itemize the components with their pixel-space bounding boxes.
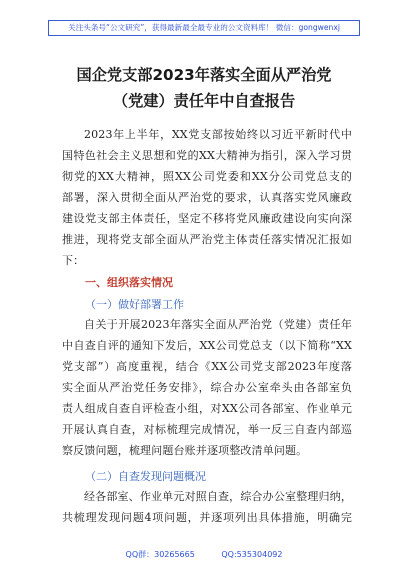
top-banner: 关注头条号“公文研究”，获得最新最全最专业的公文资料库！ 微信：gongwenxj bbox=[48, 20, 360, 36]
section-heading-organization: 一、组织落实情况 bbox=[85, 276, 173, 289]
footer-qq: QQ:535304092 bbox=[221, 550, 283, 559]
doc-title-line1: 国企党支部2023年落实全面从严治党 bbox=[76, 66, 332, 84]
deployment-line: 察反馈问题，梳理问题台账并逐项整改清单问题。 bbox=[62, 444, 308, 457]
deployment-line: 自关于开展2023年落实全面从严治党（党建）责任年 bbox=[84, 318, 352, 331]
intro-line: 下： bbox=[62, 254, 85, 267]
footer-qq-group: QQ群：30265665 bbox=[125, 550, 195, 559]
deployment-line: 党支部”）高度重视，结合《XX公司党支部2023年度落 bbox=[62, 360, 352, 373]
intro-line: 部署，深入贯彻全面从严治党的要求，认真落实党风廉政 bbox=[62, 191, 352, 204]
deployment-line: 开展认真自查，对标梳理完成情况，举一反三自查内部巡 bbox=[62, 423, 352, 436]
deployment-line: 中自查自评的通知下发后，XX公司党总支（以下简称“XX bbox=[62, 339, 352, 352]
subsection-heading-issues: （二）自查发现问题概况 bbox=[85, 470, 206, 483]
doc-title-line2: （党建）责任年中自查报告 bbox=[112, 92, 296, 110]
intro-line: 2023年上半年，XX党支部按始终以习近平新时代中 bbox=[84, 128, 352, 141]
issues-line: 共梳理发现问题4项问题，并逐项列出具体措施，明确完 bbox=[62, 511, 352, 524]
intro-line: 彻党的XX大精神，照XX公司党委和XX分公司党总支的 bbox=[62, 170, 352, 183]
intro-line: 国特色社会主义思想和党的XX大精神为指引，深入学习贯 bbox=[62, 149, 352, 162]
intro-line: 推进，现将党支部全面从严治党主体责任落实情况汇报如 bbox=[62, 233, 352, 246]
footer-contact bbox=[0, 549, 408, 560]
issues-line: 经各部室、作业单元对照自查，综合办公室整理归纳， bbox=[84, 490, 352, 503]
subsection-heading-deployment: （一）做好部署工作 bbox=[85, 298, 184, 311]
deployment-line: 责人组成自查自评检查小组，对XX公司各部室、作业单元 bbox=[62, 402, 352, 415]
intro-line: 建设党支部主体责任，坚定不移将党风廉政建设向实向深 bbox=[62, 212, 352, 225]
deployment-line: 实全面从严治党任务安排》，综合办公室牵头由各部室负 bbox=[62, 381, 352, 394]
